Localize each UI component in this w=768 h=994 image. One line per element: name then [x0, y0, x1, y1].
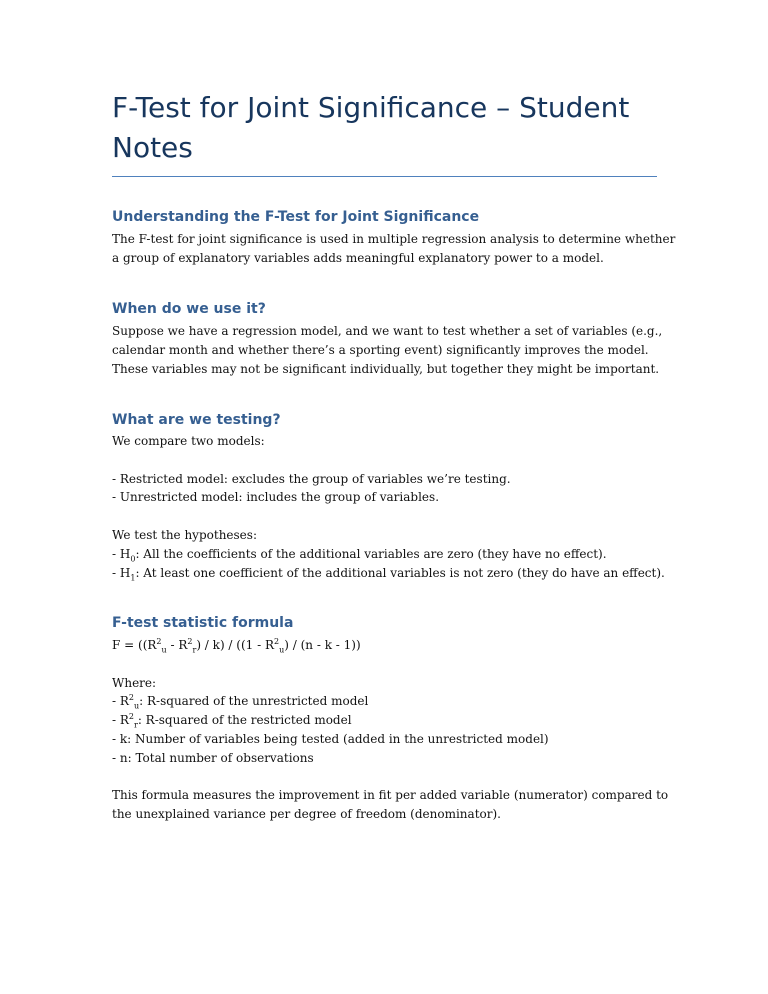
definition-r2r: - $R^2_r$: R-squared of the restricted model [112, 712, 352, 730]
text-line: calendar month and whether there’s a sporting event) significantly improves the model. [112, 342, 649, 357]
paragraph-formula [112, 636, 672, 824]
text-line: Where: [112, 675, 157, 690]
heading-what-testing: What are we testing? [112, 412, 281, 428]
formula-line: $F = ((R^2_u - R^2_r) / k) / ((1 - R^2_u) / (n - k - 1))$ [112, 637, 361, 655]
text-line: This formula measures the improvement in fit per added variable (numerator) compared to [112, 788, 669, 803]
paragraph-when-to-use [112, 322, 672, 378]
heading-when-to-use: When do we use it? [112, 301, 266, 317]
definition-r2u: - $R^2_u$: R-squared of the unrestricted model [112, 693, 369, 711]
text-line: Suppose we have a regression model, and we want to test whether a set of variables (e.g., [112, 324, 663, 338]
paragraph-what-testing [112, 432, 672, 582]
text-line: We compare two models: [112, 434, 265, 448]
hypothesis-null: - $H_0$: All the coefficients of the additional variables are zero (they have no effect). [112, 546, 607, 564]
definition-n: - n: Total number of observations [112, 750, 314, 765]
list-item: - Unrestricted model: includes the group of variables. [112, 490, 440, 505]
definition-k: - k: Number of variables being tested (added in the unrestricted model) [112, 731, 549, 746]
text-line: The F-test for joint significance is used in multiple regression analysis to determine whether [112, 232, 676, 246]
hypothesis-alternative: - $H_1$: At least one coefficient of the additional variables is not zero (they do have an effect). [112, 565, 665, 582]
paragraph-understanding [112, 230, 676, 268]
text-line: a group of explanatory variables adds meaningful explanatory power to a model. [112, 250, 604, 265]
page-title: F-Test for Joint Significance – Student Notes [112, 91, 630, 164]
heading-formula: F-test statistic formula [112, 615, 294, 631]
list-item: - Restricted model: excludes the group of variables we’re testing. [112, 471, 511, 486]
text-line: We test the hypotheses: [112, 527, 257, 542]
title-divider [112, 176, 657, 177]
text-line: the unexplained variance per degree of freedom (denominator). [112, 807, 501, 822]
text-line: These variables may not be significant individually, but together they might be important. [112, 361, 660, 376]
heading-understanding: Understanding the F-Test for Joint Significance [112, 209, 480, 225]
